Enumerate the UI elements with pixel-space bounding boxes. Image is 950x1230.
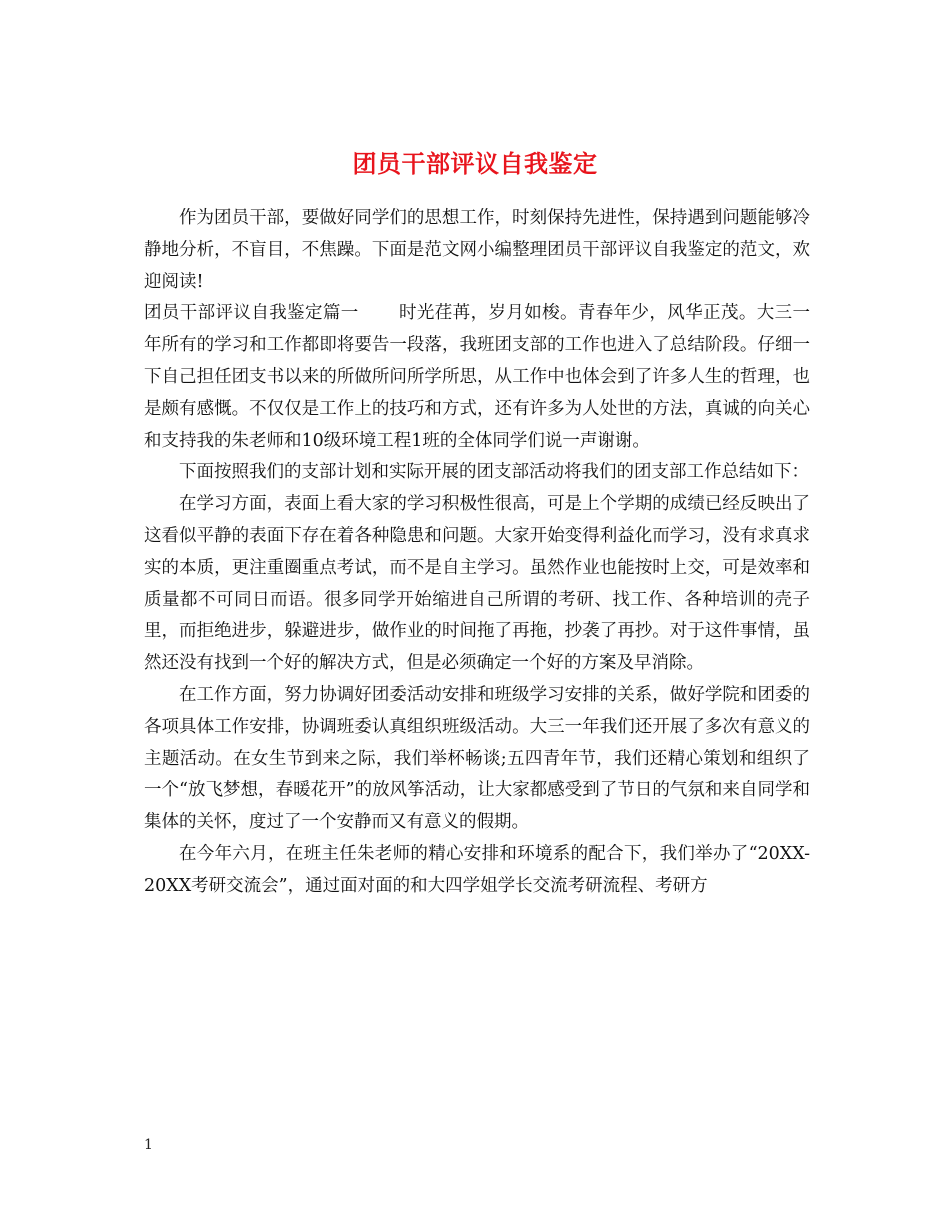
paragraph-study: 在学习方面，表面上看大家的学习积极性很高，可是上个学期的成绩已经反映出了这看似平静的表面下存在着各种隐患和问题。大家开始变得利益化而学习，没有求真求实的本质，更注重圈重点考试，而不是自主学习。虽然作业也能按时上交，可是效率和质量都不可同日而语。很多同学开始缩进自己所谓的考研、找工作、各种培训的壳子里，而拒绝进步，躲避进步，做作业的时间拖了再拖，抄袭了再抄。对于这件事情，虽然还没有找到一个好的解决方式，但是必须确定一个好的方案及早消除。	[144, 494, 810, 674]
section-heading: 团员干部评议自我鉴定篇一	[144, 303, 359, 324]
paragraph-exam-exchange: 在今年六月，在班主任朱老师的精心安排和环境系的配合下，我们举办了“20XX-20XX考研交流会”，通过面对面的和大四学姐学长交流考研流程、考研方	[144, 843, 810, 896]
paragraph-work: 在工作方面，努力协调好团委活动安排和班级学习安排的关系，做好学院和团委的各项具体工作安排，协调班委认真组织班级活动。大三一年我们还开展了多次有意义的主题活动。在女生节到来之际，我们举杯畅谈;五四青年节，我们还精心策划和组织了一个“放飞梦想，春暖花开”的放风筝活动，让大家都感受到了节日的气氛和来自同学和集体的关怀，度过了一个安静而又有意义的假期。	[144, 684, 810, 833]
section-text: 时光荏苒，岁月如梭。青春年少，风华正茂。大三一年所有的学习和工作都即将要告一段落，我班团支部的工作也进入了总结阶段。仔细一下自己担任团支书以来的所做所问所学所思，从工作中也体会到了许多人生的哲理，也是颇有感慨。不仅仅是工作上的技巧和方式，还有许多为人处世的方法，真诚的向关心和支持我的朱老师和10级环境工程1班的全体同学们说一声谢谢。	[144, 303, 811, 451]
paragraph-summary-lead: 下面按照我们的支部计划和实际开展的团支部活动将我们的团支部工作总结如下：	[179, 462, 809, 483]
document-title: 团员干部评议自我鉴定	[352, 149, 598, 179]
paragraph-intro: 作为团员干部，要做好同学们的思想工作，时刻保持先进性，保持遇到问题能够冷静地分析，不盲目，不焦躁。下面是范文网小编整理团员干部评议自我鉴定的范文，欢迎阅读!	[144, 208, 810, 292]
paragraph-section-one	[144, 298, 810, 457]
page-number: 1	[144, 1137, 153, 1153]
document-body	[144, 203, 810, 903]
